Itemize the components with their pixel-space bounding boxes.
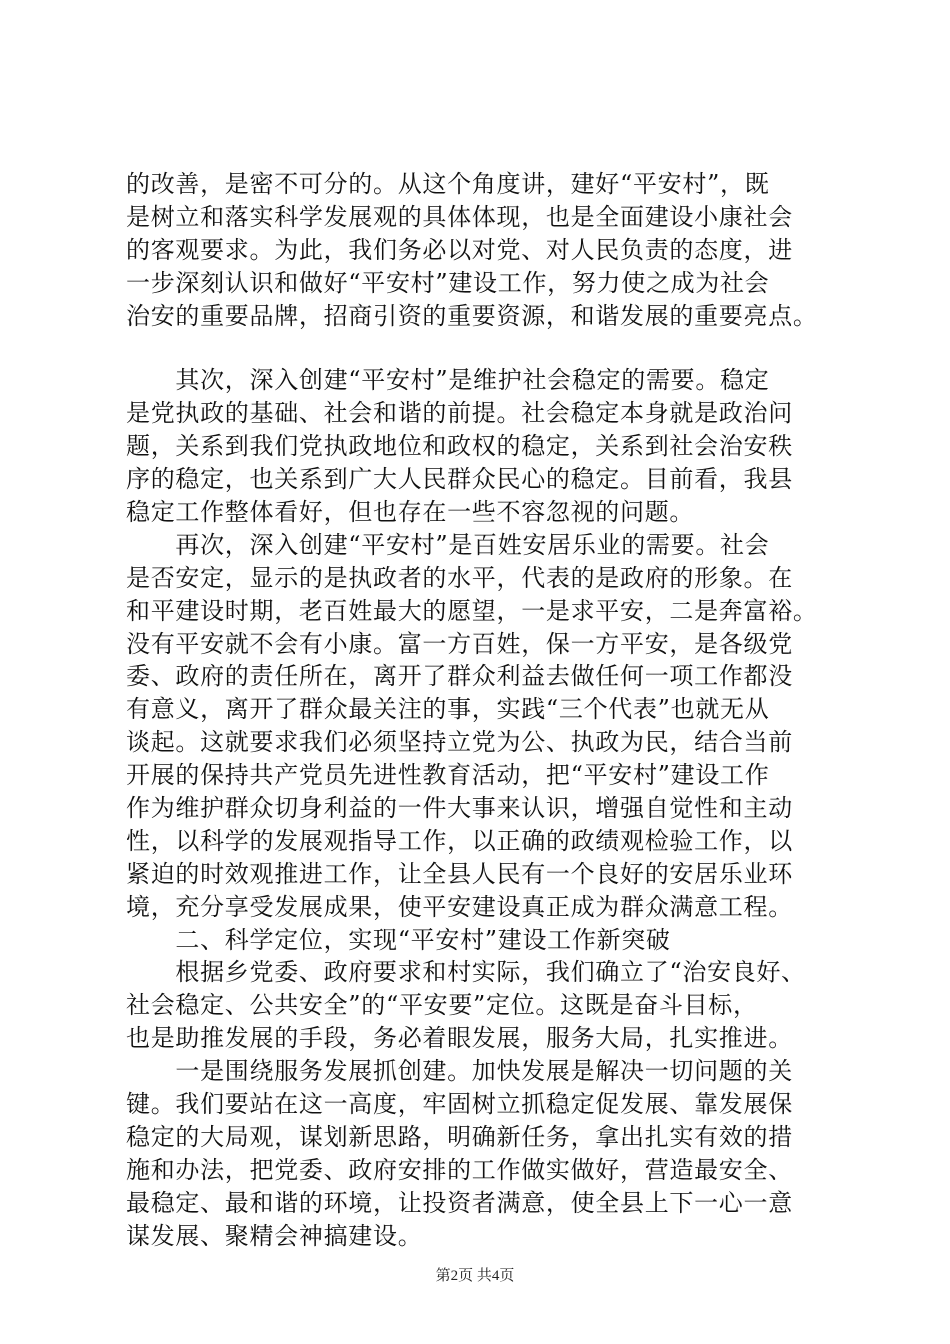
paragraph-2 bbox=[126, 364, 838, 528]
text-line: 紧迫的时效观推进工作，让全县人民有一个良好的安居乐业环 bbox=[126, 859, 793, 888]
text-line: 一是围绕服务发展抓创建。加快发展是解决一切问题的关 bbox=[126, 1057, 793, 1086]
text-line: 最稳定、最和谐的环境，让投资者满意，使全县上下一心一意 bbox=[126, 1188, 793, 1217]
text-line: 开展的保持共产党员先进性教育活动，把“平安村”建设工作 bbox=[126, 761, 770, 790]
text-line: 再次，深入创建“平安村”是百姓安居乐业的需要。社会 bbox=[126, 530, 770, 559]
text-line: 谋发展、聚精会神搞建设。 bbox=[126, 1221, 423, 1250]
text-line: 是党执政的基础、社会和谐的前提。社会稳定本身就是政治问 bbox=[126, 399, 793, 428]
document-body bbox=[126, 168, 838, 1253]
text-line: 是树立和落实科学发展观的具体体现，也是全面建设小康社会 bbox=[126, 202, 793, 231]
text-line: 没有平安就不会有小康。富一方百姓，保一方平安，是各级党 bbox=[126, 629, 793, 658]
text-line: 治安的重要品牌，招商引资的重要资源，和谐发展的重要亮点。 bbox=[126, 301, 818, 330]
text-line: 序的稳定，也关系到广大人民群众民心的稳定。目前看，我县 bbox=[126, 465, 793, 494]
text-line: 其次，深入创建“平安村”是维护社会稳定的需要。稳定 bbox=[126, 366, 770, 395]
text-line: 题，关系到我们党执政地位和政权的稳定，关系到社会治安秩 bbox=[126, 432, 793, 461]
text-line: 键。我们要站在这一高度，牢固树立抓稳定促发展、靠发展保 bbox=[126, 1090, 793, 1119]
text-line: 性，以科学的发展观指导工作，以正确的政绩观检验工作，以 bbox=[126, 826, 793, 855]
text-line: 根据乡党委、政府要求和村实际，我们确立了“治安良好、 bbox=[126, 958, 806, 987]
paragraph-gap bbox=[126, 332, 838, 364]
text-line: 的改善，是密不可分的。从这个角度讲，建好“平安村”，既 bbox=[126, 170, 770, 198]
text-line: 一步深刻认识和做好“平安村”建设工作，努力使之成为社会 bbox=[126, 268, 770, 297]
text-line: 稳定工作整体看好，但也存在一些不容忽视的问题。 bbox=[126, 498, 695, 527]
text-line: 稳定的大局观，谋划新思路，明确新任务，拿出扎实有效的措 bbox=[126, 1122, 793, 1151]
paragraph-3 bbox=[126, 529, 838, 924]
text-line: 委、政府的责任所在，离开了群众利益去做任何一项工作都没 bbox=[126, 662, 793, 691]
paragraph-5 bbox=[126, 1055, 838, 1252]
paragraph-1 bbox=[126, 168, 838, 332]
section-heading: 二、科学定位，实现“平安村”建设工作新突破 bbox=[126, 925, 671, 954]
text-line: 的客观要求。为此，我们务必以对党、对人民负责的态度，进 bbox=[126, 235, 793, 264]
text-line: 和平建设时期，老百姓最大的愿望，一是求平安，二是奔富裕。 bbox=[126, 596, 818, 625]
text-line: 有意义，离开了群众最关注的事，实践“三个代表”也就无从 bbox=[126, 695, 770, 724]
text-line: 作为维护群众切身利益的一件大事来认识，增强自觉性和主动 bbox=[126, 794, 793, 823]
text-line: 社会稳定、公共安全”的“平安要”定位。这既是奋斗目标， bbox=[126, 991, 758, 1020]
text-line: 是否安定，显示的是执政者的水平，代表的是政府的形象。在 bbox=[126, 563, 793, 592]
text-line: 施和办法，把党委、政府安排的工作做实做好，营造最安全、 bbox=[126, 1155, 793, 1184]
text-line: 境，充分享受发展成果，使平安建设真正成为群众满意工程。 bbox=[126, 892, 793, 921]
page-footer: 第2页 共4页 bbox=[435, 1268, 515, 1284]
paragraph-4 bbox=[126, 956, 838, 1055]
text-line: 也是助推发展的手段，务必着眼发展，服务大局，扎实推进。 bbox=[126, 1024, 793, 1053]
text-line: 谈起。这就要求我们必须坚持立党为公、执政为民，结合当前 bbox=[126, 728, 793, 757]
